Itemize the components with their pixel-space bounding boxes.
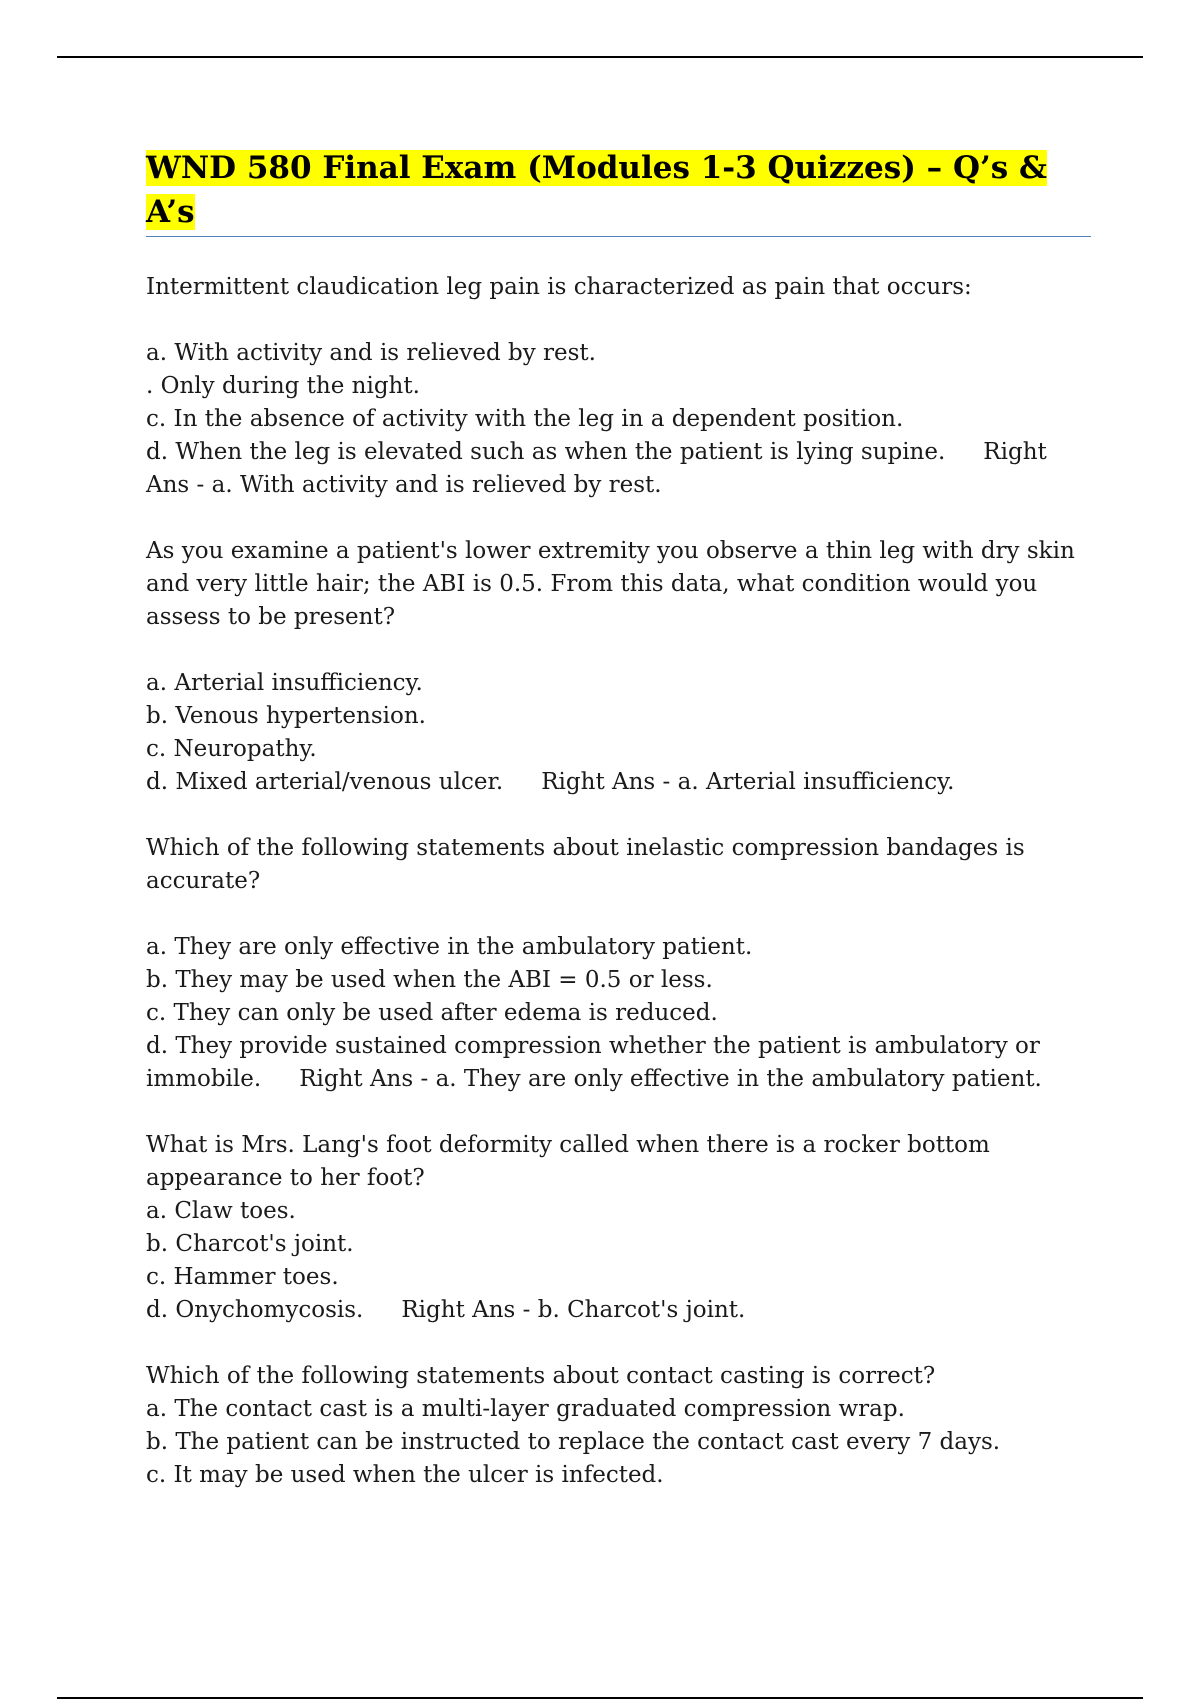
- option-d-with-answer: [146, 1030, 1091, 1096]
- option-b: b. Venous hypertension.: [146, 703, 426, 729]
- answer-text: Right Ans - a. Arterial insufficiency.: [541, 769, 955, 795]
- bottom-rule: [57, 1697, 1143, 1699]
- option-a: a. With activity and is relieved by rest.: [146, 340, 596, 366]
- question-text: As you examine a patient's lower extremity you observe a thin leg with dry skin and very little hair; the ABI is 0.5. From this data, what condition would you assess to be present?: [146, 538, 1075, 630]
- option-c: c. It may be used when the ulcer is infected.: [146, 1462, 664, 1488]
- question-block-4: [146, 1129, 1091, 1327]
- option-c: c. Hammer toes.: [146, 1264, 339, 1290]
- option-d: d. Onychomycosis.: [146, 1297, 364, 1323]
- answer-text: Right Ans - b. Charcot's joint.: [401, 1297, 746, 1323]
- answer-text: Right Ans - a. With activity and is relieved by rest.: [146, 439, 1047, 498]
- option-d: d. They provide sustained compression whether the patient is ambulatory or immobile.: [146, 1033, 1040, 1092]
- top-rule: [57, 56, 1143, 58]
- document-body: [146, 146, 1091, 1525]
- document-title: WND 580 Final Exam (Modules 1-3 Quizzes) – Q’s & A’s: [146, 150, 1047, 230]
- option-c: c. In the absence of activity with the leg in a dependent position.: [146, 406, 904, 432]
- question-text: Which of the following statements about contact casting is correct?: [146, 1363, 936, 1389]
- option-a: a. They are only effective in the ambulatory patient.: [146, 934, 753, 960]
- question-block-3: [146, 832, 1091, 1096]
- option-d-with-answer: [146, 1294, 1091, 1327]
- option-b: . Only during the night.: [146, 373, 420, 399]
- option-d: d. When the leg is elevated such as when the patient is lying supine.: [146, 439, 946, 465]
- option-d-with-answer: [146, 436, 1091, 502]
- option-b: b. They may be used when the ABI = 0.5 or less.: [146, 967, 713, 993]
- question-text: Which of the following statements about inelastic compression bandages is accurate?: [146, 835, 1025, 894]
- option-c: c. Neuropathy.: [146, 736, 317, 762]
- option-b: b. Charcot's joint.: [146, 1231, 354, 1257]
- title-bar: [146, 146, 1091, 237]
- question-text: What is Mrs. Lang's foot deformity called when there is a rocker bottom appearance to her foot?: [146, 1132, 990, 1191]
- question-text: Intermittent claudication leg pain is characterized as pain that occurs:: [146, 274, 972, 300]
- answer-text: Right Ans - a. They are only effective in the ambulatory patient.: [299, 1066, 1042, 1092]
- option-a: a. Claw toes.: [146, 1198, 296, 1224]
- option-d: d. Mixed arterial/venous ulcer.: [146, 769, 504, 795]
- question-block-1: [146, 271, 1091, 502]
- option-b: b. The patient can be instructed to replace the contact cast every 7 days.: [146, 1429, 1001, 1455]
- question-block-5: [146, 1360, 1091, 1492]
- option-a: a. The contact cast is a multi-layer graduated compression wrap.: [146, 1396, 905, 1422]
- option-a: a. Arterial insufficiency.: [146, 670, 423, 696]
- option-d-with-answer: [146, 766, 1091, 799]
- option-c: c. They can only be used after edema is reduced.: [146, 1000, 718, 1026]
- question-block-2: [146, 535, 1091, 799]
